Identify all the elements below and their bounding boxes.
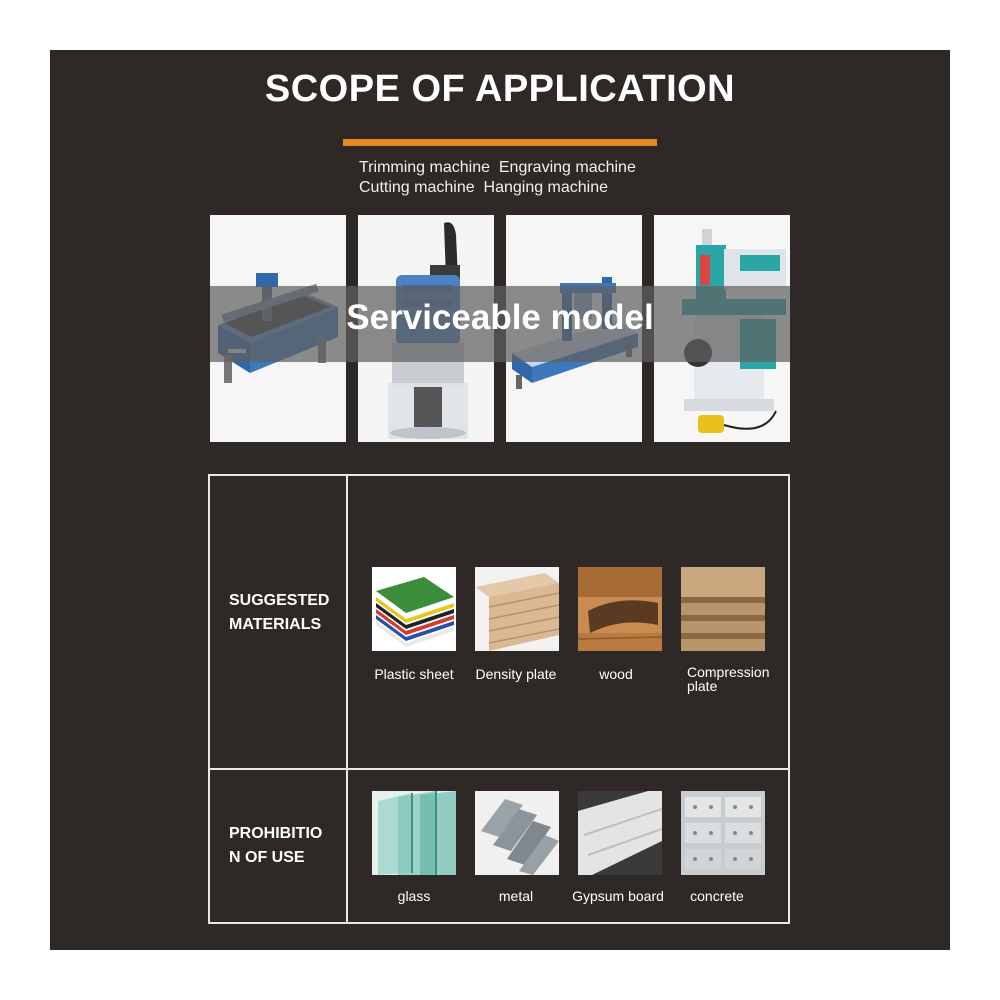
glass-icon	[372, 791, 456, 875]
material-label-gypsum-board: Gypsum board	[572, 888, 664, 904]
plastic-sheet-icon	[372, 567, 456, 651]
compression-plate-icon	[681, 567, 765, 651]
material-label-density-plate: Density plate	[475, 666, 557, 682]
title-accent-bar	[343, 139, 657, 146]
material-label-plastic-sheet: Plastic sheet	[374, 666, 454, 682]
machine-types-line-2: Cutting machine Hanging machine	[359, 179, 609, 196]
material-label-metal: metal	[498, 888, 534, 904]
material-label-compression-plate: Compression plate	[687, 664, 770, 694]
wood-icon	[578, 567, 662, 651]
machine-types-line-1: Trimming machine Engraving machine	[359, 159, 636, 176]
gypsum-board-icon	[578, 791, 662, 875]
serviceable-model-label: Serviceable model	[346, 298, 654, 337]
material-label-glass: glass	[397, 888, 431, 904]
suggested-materials-heading: SUGGESTED MATERIALS	[229, 592, 330, 633]
metal-icon	[475, 791, 559, 875]
concrete-icon	[681, 791, 765, 875]
table-divider-vertical	[346, 474, 348, 924]
page-title: SCOPE OF APPLICATION	[264, 68, 736, 110]
material-label-wood: wood	[599, 666, 633, 682]
density-plate-icon	[475, 567, 559, 651]
table-divider-horizontal	[208, 768, 790, 770]
prohibition-of-use-heading: PROHIBITIO N OF USE	[229, 825, 323, 866]
material-label-concrete: concrete	[690, 888, 744, 904]
